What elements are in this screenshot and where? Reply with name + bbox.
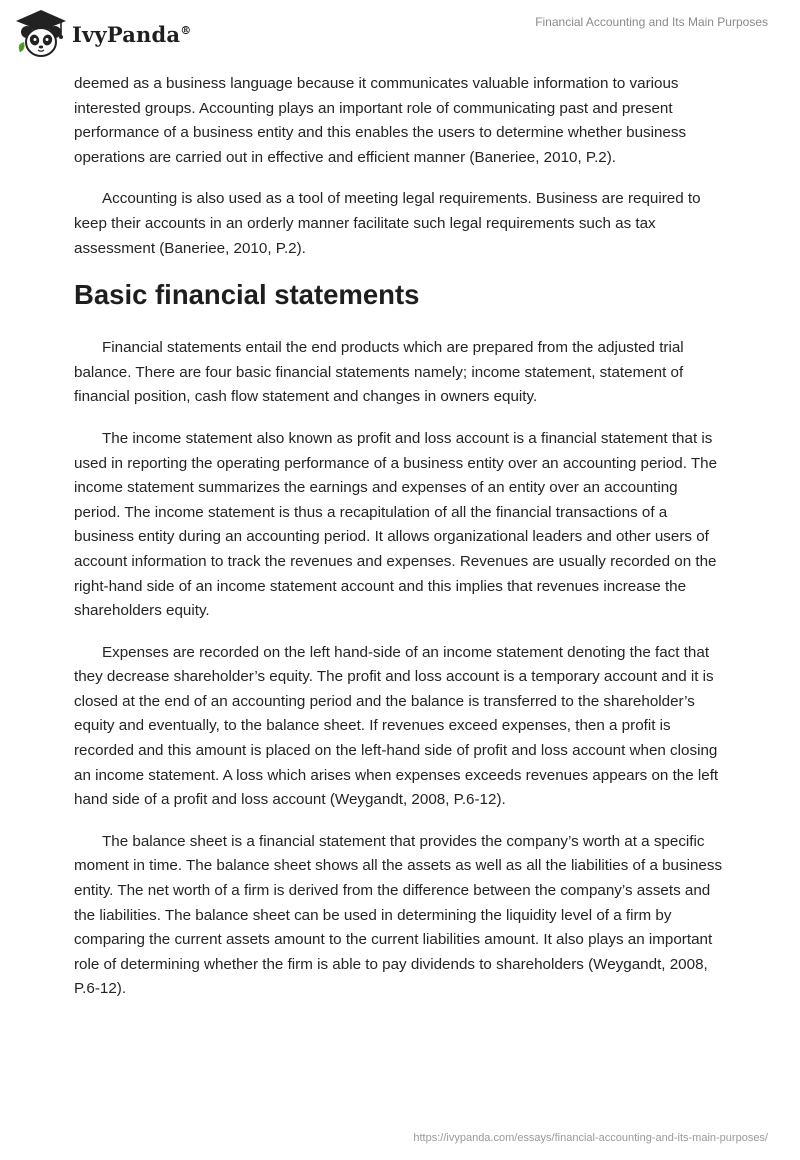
paragraph: deemed as a business language because it communicates valuable information to various interested groups. Accounting plays an important role of communicating past and present performance of a business entity and this enables the users to determine whether business operations are carried out in effective and efficient manner (Baneriee, 2010, P.2). [74,75,687,166]
paragraph: Financial statements entail the end products which are prepared from the adjusted trial balance. There are four basic financial statements namely; income statement, statement of financial position, cash flow statement and changes in owners equity. [74,339,684,406]
paragraph: The balance sheet is a financial statement that provides the company’s worth at a specific moment in time. The balance sheet shows all the assets as well as all the liabilities of a business entity. The net worth of a firm is derived from the difference between the company’s assets and the liabilities. The balance sheet can be used in determining the liquidity level of a firm by comparing the current assets amount to the current liabilities amount. It also plays an important role of determining whether the firm is able to pay dividends to shareholders (Weygandt, 2008, P.6-12). [74,832,723,998]
section-heading: Basic financial statements [74,279,420,311]
ivypanda-logo[interactable] [12,6,191,62]
document-title: Financial Accounting and Its Main Purposes [535,15,768,29]
page-header [0,0,800,66]
essay-body [74,72,724,1019]
brand-name: IvyPanda® [72,21,192,47]
paragraph: Accounting is also used as a tool of meeting legal requirements. Business are required to keep their accounts in an orderly manner facilitate such legal requirements such as tax assessment (Baneriee, 2010, P.2). [74,190,701,257]
paragraph: Expenses are recorded on the left hand-side of an income statement denoting the fact that they decrease shareholder’s equity. The profit and loss account is a temporary account and it is closed at the end of an accounting period and the balance is transferred to the shareholder’s equity and eventually, to the balance sheet. If revenues exceed expenses, then a profit is recorded and this amount is placed on the left-hand side of profit and loss account when closing an income statement. A loss which arises when expenses exceeds revenues appears on the left hand side of a profit and loss account (Weygandt, 2008, P.6-12). [74,643,719,809]
panda-graduate-icon [12,6,70,62]
source-url[interactable]: https://ivypanda.com/essays/financial-accounting-and-its-main-purposes/ [413,1132,768,1144]
paragraph: The income statement also known as profit and loss account is a financial statement that is used in reporting the operating performance of a business entity over an accounting period. The income statement summarizes the earnings and expenses of an entity over an accounting period. The income statement is thus a recapitulation of all the financial transactions of a business entity during an accounting period. It allows organizational leaders and other users of account information to track the revenues and expenses. Revenues are usually recorded on the right-hand side of an income statement account and this implies that revenues increase the shareholders equity. [74,429,718,620]
